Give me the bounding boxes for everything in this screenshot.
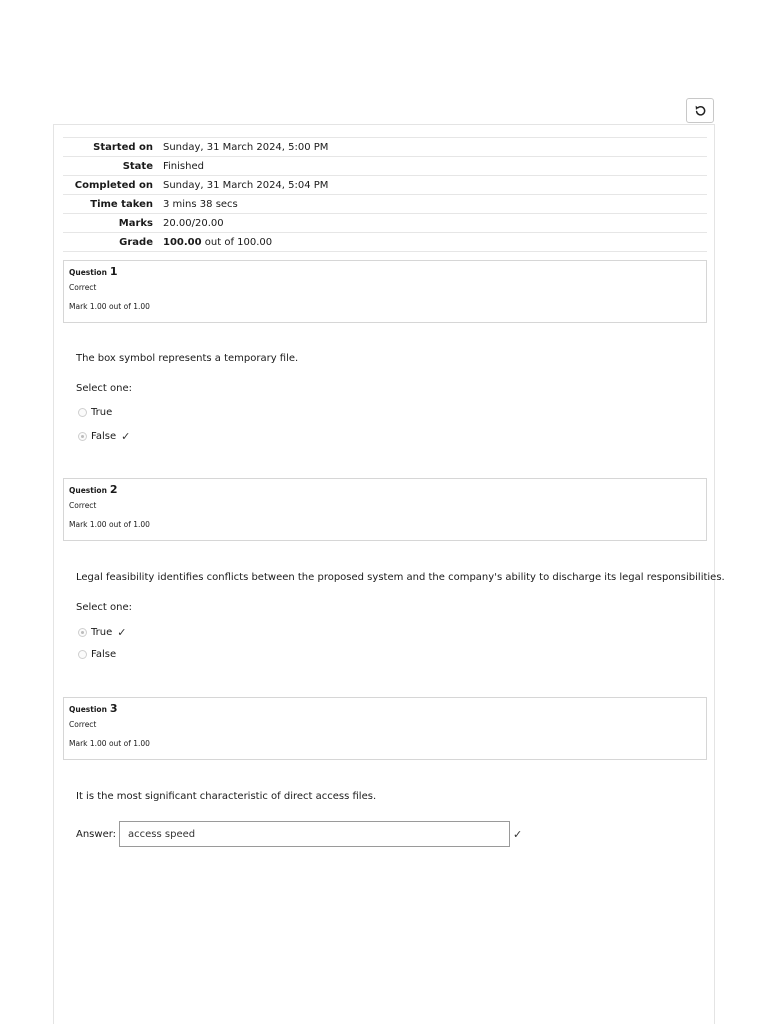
summary-label: Grade: [119, 236, 153, 248]
summary-value: 20.00/20.00: [163, 217, 224, 229]
summary-label: State: [122, 160, 153, 172]
option-label: False: [91, 431, 117, 442]
summary-label: Marks: [118, 217, 153, 229]
grade-out-of: out of 100.00: [201, 236, 273, 248]
question-3-answer-row: [76, 821, 522, 847]
question-mark: Mark 1.00 out of 1.00: [69, 520, 150, 529]
question-mark: Mark 1.00 out of 1.00: [69, 739, 150, 748]
summary-label: Started on: [93, 141, 153, 153]
question-2-option-false[interactable]: [78, 649, 116, 660]
summary-row-grade: [63, 233, 707, 252]
rotate-icon: [694, 104, 707, 117]
question-1-select-label: Select one:: [76, 383, 133, 394]
question-prefix: Question: [69, 486, 107, 495]
summary-label: Time taken: [90, 198, 153, 210]
correct-check-icon: ✓: [121, 430, 131, 443]
question-2-info: [63, 478, 707, 541]
grade-score: 100.00: [163, 236, 202, 248]
radio-button[interactable]: [78, 408, 87, 417]
quiz-review-panel: [53, 124, 725, 1024]
question-number: 1: [109, 265, 118, 278]
option-label: True: [91, 627, 113, 638]
question-2-option-true[interactable]: [78, 626, 126, 639]
question-3-info: [63, 697, 707, 760]
correct-check-icon: ✓: [117, 626, 127, 639]
option-label: False: [91, 649, 117, 660]
summary-label: Completed on: [74, 179, 153, 191]
summary-row-completed-on: [63, 176, 707, 195]
question-prefix: Question: [69, 268, 107, 277]
answer-input[interactable]: [119, 821, 510, 847]
question-1-option-false[interactable]: [78, 430, 130, 443]
correct-check-icon: ✓: [513, 827, 523, 841]
summary-value: Sunday, 31 March 2024, 5:04 PM: [163, 179, 329, 191]
radio-button-selected[interactable]: [78, 432, 87, 441]
question-2-select-label: Select one:: [76, 602, 133, 613]
summary-row-marks: [63, 214, 707, 233]
reset-layout-button[interactable]: [686, 98, 714, 123]
question-number: 2: [109, 483, 118, 496]
question-1-info: [63, 260, 707, 323]
question-status: Correct: [69, 501, 97, 510]
question-2-text: Legal feasibility identifies conflicts between the proposed system and the company's ability to discharge its legal responsibilities.: [76, 572, 725, 583]
summary-value: Sunday, 31 March 2024, 5:00 PM: [163, 141, 329, 153]
question-number: 3: [109, 702, 118, 715]
question-mark: Mark 1.00 out of 1.00: [69, 302, 150, 311]
answer-label: Answer:: [76, 828, 117, 840]
question-1-text: The box symbol represents a temporary file.: [76, 353, 299, 364]
attempt-summary-table: [63, 137, 707, 252]
option-label: True: [91, 407, 113, 418]
question-status: Correct: [69, 720, 97, 729]
summary-value: Finished: [163, 160, 204, 172]
summary-row-state: [63, 157, 707, 176]
summary-row-time-taken: [63, 195, 707, 214]
radio-button-selected[interactable]: [78, 628, 87, 637]
summary-row-started-on: [63, 138, 707, 157]
question-1-option-true[interactable]: [78, 407, 112, 418]
radio-button[interactable]: [78, 650, 87, 659]
question-3-text: It is the most significant characteristic of direct access files.: [76, 791, 377, 802]
summary-value: [163, 237, 272, 248]
question-prefix: Question: [69, 705, 107, 714]
question-status: Correct: [69, 283, 97, 292]
summary-value: 3 mins 38 secs: [163, 198, 238, 210]
